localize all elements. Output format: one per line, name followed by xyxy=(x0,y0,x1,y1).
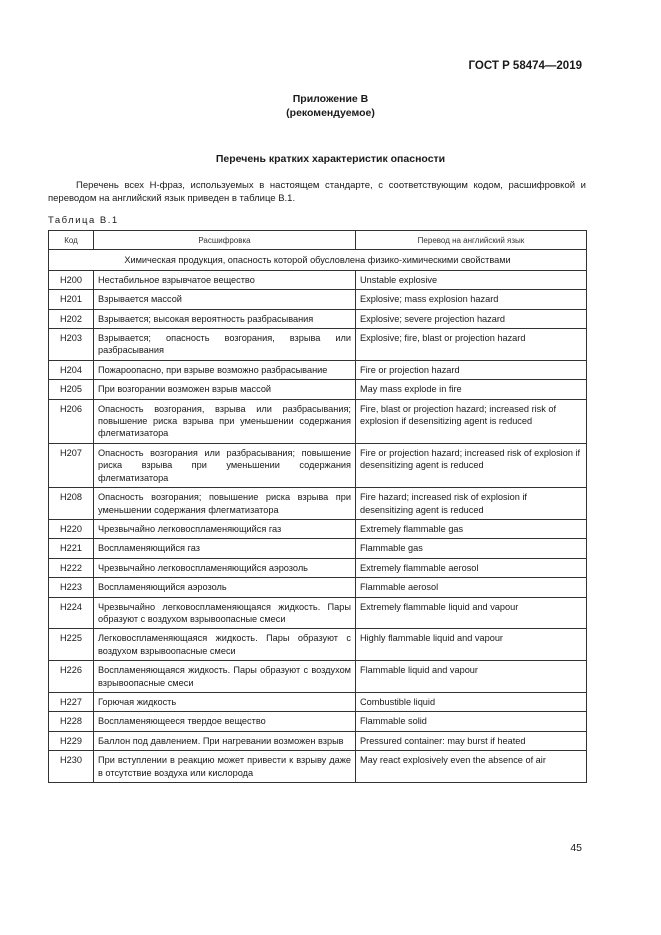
hazard-decoding-cell: Воспламеняющийся аэрозоль xyxy=(94,578,356,597)
table-row xyxy=(49,488,587,520)
hazard-code-cell: H227 xyxy=(49,692,94,711)
hazard-decoding-cell: Воспламеняющаяся жидкость. Пары образуют с воздухом взрывоопасные смеси xyxy=(94,661,356,693)
table-row xyxy=(49,329,587,361)
hazard-translation-cell: Fire hazard; increased risk of explosion if desensitizing agent is reduced xyxy=(356,488,587,520)
table-row xyxy=(49,661,587,693)
hazard-decoding-cell: Чрезвычайно легковоспламеняющийся газ xyxy=(94,519,356,538)
table-row xyxy=(49,443,587,487)
group-heading: Химическая продукция, опасность которой обусловлена физико-химическими свойствами xyxy=(49,250,587,270)
table-row xyxy=(49,380,587,399)
hazard-code-cell: H202 xyxy=(49,309,94,328)
hazard-code-cell: H221 xyxy=(49,539,94,558)
hazard-code-cell: H223 xyxy=(49,578,94,597)
hazard-code-cell: H230 xyxy=(49,751,94,783)
table-row xyxy=(49,270,587,289)
hazard-translation-cell: Unstable explosive xyxy=(356,270,587,289)
hazard-decoding-cell: Легковоспламеняющаяся жидкость. Пары образуют с воздухом взрывоопасные смеси xyxy=(94,629,356,661)
table-header-row xyxy=(49,231,587,250)
table-body xyxy=(49,250,587,783)
column-header-decoding: Расшифровка xyxy=(94,231,356,250)
table-row xyxy=(49,578,587,597)
hazard-translation-cell: Highly flammable liquid and vapour xyxy=(356,629,587,661)
table-row xyxy=(49,519,587,538)
hazard-translation-cell: Fire, blast or projection hazard; increased risk of explosion if desensitizing agent is reduced xyxy=(356,399,587,443)
hazard-translation-cell: Flammable gas xyxy=(356,539,587,558)
page-number: 45 xyxy=(570,842,582,854)
table-row xyxy=(49,731,587,750)
hazard-code-cell: H226 xyxy=(49,661,94,693)
hazard-decoding-cell: Нестабильное взрывчатое вещество xyxy=(94,270,356,289)
table-row xyxy=(49,399,587,443)
table-row xyxy=(49,558,587,577)
hazard-decoding-cell: Воспламеняющееся твердое вещество xyxy=(94,712,356,731)
hazard-code-cell: H228 xyxy=(49,712,94,731)
hazard-code-cell: H205 xyxy=(49,380,94,399)
hazard-translation-cell: Explosive; mass explosion hazard xyxy=(356,290,587,309)
hazard-code-cell: H203 xyxy=(49,329,94,361)
hazard-decoding-cell: Опасность возгорания; повышение риска взрыва при уменьшении содержания флегматизатора xyxy=(94,488,356,520)
hazard-code-cell: H204 xyxy=(49,360,94,379)
hazard-translation-cell: Flammable aerosol xyxy=(356,578,587,597)
hazard-translation-cell: Flammable solid xyxy=(356,712,587,731)
column-header-translation: Перевод на английский язык xyxy=(356,231,587,250)
table-row xyxy=(49,751,587,783)
hazard-translation-cell: Flammable liquid and vapour xyxy=(356,661,587,693)
hazard-code-cell: H222 xyxy=(49,558,94,577)
hazard-translation-cell: Combustible liquid xyxy=(356,692,587,711)
table-row xyxy=(49,309,587,328)
intro-paragraph: Перечень всех H-фраз, используемых в настоящем стандарте, с соответствующим кодом, расшифровкой и переводом на английский язык приведен в таблице В.1. xyxy=(48,180,586,204)
hazard-translation-cell: Extremely flammable liquid and vapour xyxy=(356,597,587,629)
hazard-decoding-cell: Опасность возгорания или разбрасывания; повышение риска взрыва при уменьшении содержания флегматизатора xyxy=(94,443,356,487)
hazard-translation-cell: Fire or projection hazard; increased risk of explosion if desensitizing agent is reduced xyxy=(356,443,587,487)
hazard-translation-cell: Explosive; severe projection hazard xyxy=(356,309,587,328)
standard-number: ГОСТ Р 58474—2019 xyxy=(468,60,582,72)
table-row xyxy=(49,290,587,309)
appendix-title: Приложение В xyxy=(292,93,369,105)
hazard-decoding-cell: Взрывается; высокая вероятность разбрасывания xyxy=(94,309,356,328)
hazard-translation-cell: Pressured container: may burst if heated xyxy=(356,731,587,750)
hazard-decoding-cell: Баллон под давлением. При нагревании возможен взрыв xyxy=(94,731,356,750)
table-row xyxy=(49,539,587,558)
table-group-row xyxy=(49,250,587,270)
hazard-translation-cell: May mass explode in fire xyxy=(356,380,587,399)
table-row xyxy=(49,629,587,661)
hazard-decoding-cell: При вступлении в реакцию может привести к взрыву даже в отсутствие воздуха или кислорода xyxy=(94,751,356,783)
hazard-code-cell: H206 xyxy=(49,399,94,443)
hazard-code-cell: H220 xyxy=(49,519,94,538)
hazard-translation-cell: May react explosively even the absence of air xyxy=(356,751,587,783)
appendix-heading xyxy=(0,92,661,120)
hazard-decoding-cell: Опасность возгорания, взрыва или разбрасывания; повышение риска взрыва при уменьшении содержания флегматизатора xyxy=(94,399,356,443)
hazard-decoding-cell: Пожароопасно, при взрыве возможно разбрасывание xyxy=(94,360,356,379)
hazard-decoding-cell: При возгорании возможен взрыв массой xyxy=(94,380,356,399)
table-caption: Таблица В.1 xyxy=(48,215,119,226)
hazard-decoding-cell: Воспламеняющийся газ xyxy=(94,539,356,558)
section-title: Перечень кратких характеристик опасности xyxy=(215,153,446,165)
hazard-code-cell: H207 xyxy=(49,443,94,487)
hazard-translation-cell: Fire or projection hazard xyxy=(356,360,587,379)
hazard-code-cell: H224 xyxy=(49,597,94,629)
hazard-code-cell: H229 xyxy=(49,731,94,750)
hazard-code-cell: H200 xyxy=(49,270,94,289)
appendix-status: (рекомендуемое) xyxy=(286,107,375,119)
table-row xyxy=(49,692,587,711)
column-header-code: Код xyxy=(49,231,94,250)
hazard-decoding-cell: Взрывается; опасность возгорания, взрыва или разбрасывания xyxy=(94,329,356,361)
hazard-decoding-cell: Чрезвычайно легковоспламеняющийся аэрозоль xyxy=(94,558,356,577)
hazard-decoding-cell: Взрывается массой xyxy=(94,290,356,309)
hazard-code-cell: H201 xyxy=(49,290,94,309)
hazard-code-cell: H225 xyxy=(49,629,94,661)
table-row xyxy=(49,597,587,629)
hazard-translation-cell: Extremely flammable gas xyxy=(356,519,587,538)
hazard-decoding-cell: Чрезвычайно легковоспламеняющаяся жидкость. Пары образуют с воздухом взрывоопасные смеси xyxy=(94,597,356,629)
hazard-translation-cell: Explosive; fire, blast or projection hazard xyxy=(356,329,587,361)
table-row xyxy=(49,360,587,379)
hazard-table xyxy=(48,230,587,783)
hazard-code-cell: H208 xyxy=(49,488,94,520)
hazard-translation-cell: Extremely flammable aerosol xyxy=(356,558,587,577)
table-row xyxy=(49,712,587,731)
hazard-decoding-cell: Горючая жидкость xyxy=(94,692,356,711)
